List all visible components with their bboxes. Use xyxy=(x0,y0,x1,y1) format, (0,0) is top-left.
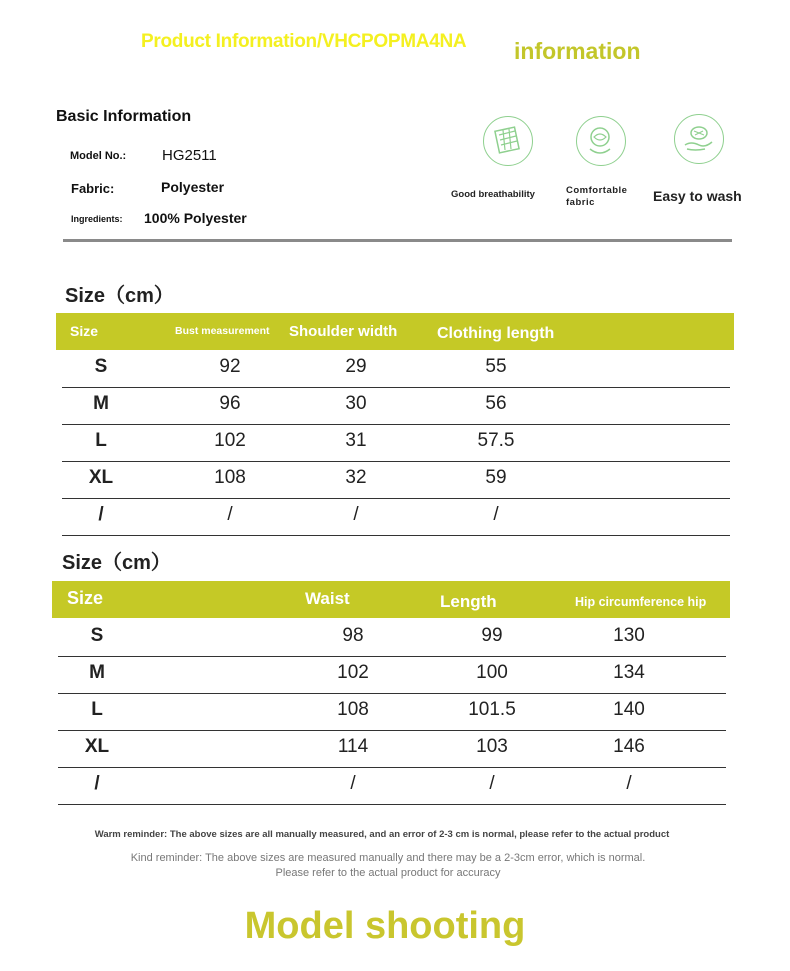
header-hip: Hip circumference hip xyxy=(575,595,707,609)
table-row xyxy=(62,498,730,536)
information-subtitle: information xyxy=(514,38,641,64)
kind-reminder-line-2: Please refer to the actual product for accuracy xyxy=(275,867,501,879)
value-cell: 140 xyxy=(613,699,645,720)
size-cell: L xyxy=(91,699,103,720)
table-row xyxy=(58,767,726,805)
value-cell: / xyxy=(493,504,499,525)
header-waist: Waist xyxy=(305,589,350,608)
value-cell: 100 xyxy=(476,662,508,683)
size-table-2-heading: Size（cm） xyxy=(62,552,171,574)
model-no-label: Model No.: xyxy=(70,150,127,162)
value-cell: / xyxy=(626,773,632,794)
header-bust: Bust measurement xyxy=(175,325,270,337)
header-size: Size xyxy=(67,588,104,608)
feature-label-comfortable: Comfortable fabric xyxy=(566,185,628,208)
table-row xyxy=(58,656,726,694)
value-cell: 99 xyxy=(481,625,503,646)
kind-reminder-line-1: Kind reminder: The above sizes are measured manually and there may be a 2-3cm error, which is normal. xyxy=(130,852,646,864)
value-cell: 108 xyxy=(337,699,369,720)
size-cell: S xyxy=(90,625,104,646)
basic-info-heading: Basic Information xyxy=(56,108,192,125)
value-cell: / xyxy=(227,504,233,525)
value-cell: / xyxy=(489,773,495,794)
size-cell: / xyxy=(94,773,100,794)
size-table-2-header xyxy=(52,581,730,618)
size-cell: M xyxy=(93,393,109,414)
model-no-value: HG2511 xyxy=(162,147,217,164)
size-cell: L xyxy=(95,430,107,451)
kind-reminder xyxy=(0,851,776,881)
table-row xyxy=(58,730,726,768)
value-cell: 30 xyxy=(345,393,367,414)
size-cell: XL xyxy=(84,736,110,757)
table-row xyxy=(58,693,726,731)
value-cell: / xyxy=(350,773,356,794)
comfort-fabric-icon xyxy=(576,116,626,166)
value-cell: 96 xyxy=(219,393,241,414)
header-shoulder: Shoulder width xyxy=(289,323,398,340)
header-size: Size xyxy=(70,323,99,339)
header-clothing-length: Clothing length xyxy=(437,325,555,342)
size-table-1-heading: Size（cm） xyxy=(65,285,174,307)
feature-label-easy-wash: Easy to wash xyxy=(653,188,742,204)
value-cell: 102 xyxy=(337,662,369,683)
feature-label-breathability: Good breathability xyxy=(451,189,535,200)
value-cell: 102 xyxy=(214,430,246,451)
value-cell: 134 xyxy=(613,662,645,683)
value-cell: 57.5 xyxy=(477,430,515,451)
value-cell: 101.5 xyxy=(468,699,516,720)
value-cell: 29 xyxy=(345,356,367,377)
table-row xyxy=(62,350,730,388)
table-row xyxy=(62,424,730,462)
size-cell: XL xyxy=(88,467,114,488)
value-cell: 56 xyxy=(485,393,507,414)
hand-wash-icon xyxy=(674,114,724,164)
value-cell: 32 xyxy=(345,467,367,488)
fabric-value: Polyester xyxy=(161,179,225,195)
size-cell: / xyxy=(98,504,104,525)
warm-reminder: Warm reminder: The above sizes are all manually measured, and an error of 2-3 cm is normal, please refer to the actual product xyxy=(94,829,670,840)
ingredients-value: 100% Polyester xyxy=(144,210,247,226)
value-cell: 31 xyxy=(345,430,367,451)
table-row xyxy=(62,387,730,425)
model-shooting-title: Model shooting xyxy=(244,905,526,947)
value-cell: 98 xyxy=(342,625,364,646)
section-divider xyxy=(63,239,732,242)
header-length: Length xyxy=(440,592,497,611)
value-cell: 92 xyxy=(219,356,241,377)
value-cell: 114 xyxy=(337,736,369,757)
value-cell: 59 xyxy=(485,467,507,488)
value-cell: 108 xyxy=(214,467,246,488)
breathable-fabric-icon xyxy=(483,116,533,166)
value-cell: 130 xyxy=(613,625,645,646)
value-cell: / xyxy=(353,504,359,525)
size-cell: S xyxy=(94,356,108,377)
table-row xyxy=(62,461,730,499)
value-cell: 146 xyxy=(613,736,645,757)
value-cell: 55 xyxy=(485,356,507,377)
size-cell: M xyxy=(89,662,105,683)
size-table-1-header xyxy=(56,313,734,350)
product-info-title: Product Information/VHCPOPMA4NA xyxy=(141,31,467,52)
fabric-label: Fabric: xyxy=(71,181,115,196)
table-row xyxy=(58,619,726,657)
ingredients-label: Ingredients: xyxy=(71,214,123,224)
value-cell: 103 xyxy=(476,736,508,757)
